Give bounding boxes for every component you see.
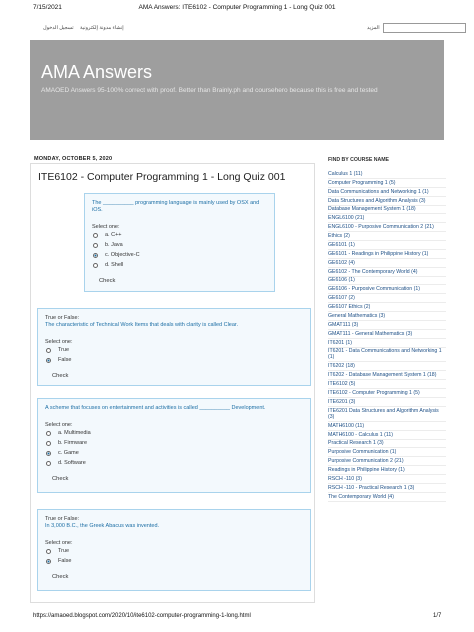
blogger-navbar bbox=[30, 22, 444, 36]
check-button[interactable]: Check bbox=[52, 574, 69, 580]
option-label: a. C++ bbox=[105, 232, 122, 238]
sidebar-item[interactable]: Practical Research 1 (3) bbox=[328, 440, 446, 449]
sidebar-item[interactable]: GE6106 - Purposive Communication (1) bbox=[328, 285, 446, 294]
radio-button-selected[interactable] bbox=[46, 451, 51, 456]
option-true[interactable] bbox=[46, 546, 303, 556]
print-date: 7/15/2021 bbox=[33, 4, 62, 11]
radio-button[interactable] bbox=[93, 263, 98, 268]
select-one-label: Select one: bbox=[45, 540, 73, 546]
select-one-label: Select one: bbox=[45, 422, 73, 428]
option-label: d. Shell bbox=[105, 262, 124, 268]
sidebar-item[interactable]: MATH6100 (11) bbox=[328, 422, 446, 431]
option-label: d. Software bbox=[58, 460, 86, 466]
sidebar-item[interactable]: GE6102 (4) bbox=[328, 259, 446, 268]
option-b[interactable] bbox=[46, 438, 303, 448]
option-label: b. Java bbox=[105, 242, 123, 248]
radio-button[interactable] bbox=[46, 549, 51, 554]
search-input[interactable] bbox=[383, 23, 466, 33]
question-text: A scheme that focuses on entertainment and activities is called __________ Development. bbox=[45, 405, 266, 411]
check-button[interactable]: Check bbox=[52, 476, 69, 482]
blog-header bbox=[30, 40, 444, 140]
navbar-links bbox=[38, 25, 124, 31]
question-text: In 3,000 B.C., the Greek Abacus was invented. bbox=[45, 523, 160, 529]
course-list bbox=[328, 170, 446, 502]
option-c[interactable] bbox=[46, 448, 303, 458]
option-a[interactable] bbox=[46, 428, 303, 438]
option-label: a. Multimedia bbox=[58, 430, 91, 436]
radio-button[interactable] bbox=[93, 243, 98, 248]
option-label: c. Game bbox=[58, 450, 79, 456]
sidebar-item[interactable]: GE6102 - The Contemporary World (4) bbox=[328, 268, 446, 277]
sidebar-item[interactable]: IT6202 (18) bbox=[328, 362, 446, 371]
sidebar-item[interactable]: IT6201 (1) bbox=[328, 339, 446, 348]
sidebar-item[interactable]: The Contemporary World (4) bbox=[328, 493, 446, 502]
sidebar-item[interactable]: Database Management System 1 (18) bbox=[328, 206, 446, 215]
option-label: False bbox=[58, 357, 72, 363]
create-blog-link[interactable]: إنشاء مدونة إلكترونية bbox=[80, 25, 124, 31]
sidebar-item[interactable]: GE6107 (2) bbox=[328, 294, 446, 303]
check-button[interactable]: Check bbox=[52, 373, 69, 379]
sidebar-item[interactable]: Computer Programming 1 (5) bbox=[328, 179, 446, 188]
option-label: c. Objective-C bbox=[105, 252, 140, 258]
option-d[interactable] bbox=[93, 260, 267, 270]
option-false[interactable] bbox=[46, 556, 303, 566]
sidebar-item[interactable]: GMAT111 (3) bbox=[328, 321, 446, 330]
sidebar-item[interactable]: ITE6102 (5) bbox=[328, 380, 446, 389]
sidebar-item[interactable]: ENGL6100 - Purposive Communication 2 (21) bbox=[328, 223, 446, 232]
question-4 bbox=[37, 509, 311, 591]
question-2 bbox=[37, 308, 311, 386]
sidebar-item[interactable]: Ethics (2) bbox=[328, 232, 446, 241]
check-button[interactable]: Check bbox=[99, 278, 116, 284]
sidebar-item[interactable]: ENGL6100 (21) bbox=[328, 214, 446, 223]
radio-button-selected[interactable] bbox=[93, 253, 98, 258]
option-c[interactable] bbox=[93, 250, 267, 260]
sidebar-item[interactable]: ITE6201 Data Structures and Algorithm Analysis (3) bbox=[328, 407, 446, 422]
option-label: False bbox=[58, 558, 72, 564]
sidebar-heading: FIND BY COURSE NAME bbox=[328, 157, 390, 163]
sidebar-item[interactable]: Readings in Philippine History (1) bbox=[328, 466, 446, 475]
sidebar-item[interactable]: Purposive Communication (1) bbox=[328, 448, 446, 457]
radio-button[interactable] bbox=[46, 461, 51, 466]
sidebar-item[interactable]: GE6101 - Readings in Philippine History (1) bbox=[328, 250, 446, 259]
option-label: True bbox=[58, 347, 70, 353]
option-a[interactable] bbox=[93, 230, 267, 240]
sidebar-item[interactable]: ITE6102 - Computer Programming 1 (5) bbox=[328, 389, 446, 398]
more-link[interactable]: المزيد bbox=[367, 25, 380, 31]
option-label: b. Firmware bbox=[58, 440, 88, 446]
sidebar-item[interactable]: MATH6100 - Calculus 1 (11) bbox=[328, 431, 446, 440]
option-d[interactable] bbox=[46, 458, 303, 468]
sidebar-item[interactable]: GMAT111 - General Mathematics (3) bbox=[328, 330, 446, 339]
option-label: True bbox=[58, 548, 70, 554]
select-one-label: Select one: bbox=[92, 224, 120, 230]
sidebar-item[interactable]: GE6101 (1) bbox=[328, 241, 446, 250]
print-title: AMA Answers: ITE6102 - Computer Programming 1 - Long Quiz 001 bbox=[138, 4, 336, 11]
sidebar-item[interactable]: IT6201 - Data Communications and Networking 1 (1) bbox=[328, 348, 446, 363]
option-true[interactable] bbox=[46, 345, 303, 355]
sidebar-item[interactable]: GE6107 Ethics (2) bbox=[328, 303, 446, 312]
question-text: The __________ programming language is mainly used by OSX and iOS. bbox=[92, 200, 260, 213]
true-false-label: True or False: bbox=[45, 315, 80, 321]
radio-button[interactable] bbox=[93, 233, 98, 238]
sidebar-item[interactable]: Data Structures and Algorithm Analysis (3) bbox=[328, 197, 446, 206]
sidebar-item[interactable]: Purposive Communication 2 (21) bbox=[328, 457, 446, 466]
question-text: The characteristic of Technical Work Items that deals with clarity is called Clear. bbox=[45, 322, 238, 328]
question-3 bbox=[37, 398, 311, 493]
sidebar-item[interactable]: IT6202 - Database Management System 1 (18) bbox=[328, 371, 446, 380]
sidebar-item[interactable]: RSCH -110 - Practical Research 1 (3) bbox=[328, 484, 446, 493]
sidebar-item[interactable]: RSCH -110 (3) bbox=[328, 475, 446, 484]
post-date-header: MONDAY, OCTOBER 5, 2020 bbox=[34, 156, 113, 162]
sidebar-item[interactable]: General Mathematics (3) bbox=[328, 312, 446, 321]
radio-button-selected[interactable] bbox=[46, 358, 51, 363]
question-1 bbox=[84, 193, 275, 292]
course-sidebar bbox=[328, 157, 446, 502]
radio-button[interactable] bbox=[46, 441, 51, 446]
radio-button-selected[interactable] bbox=[46, 559, 51, 564]
sign-in-link[interactable]: تسجيل الدخول bbox=[43, 25, 74, 31]
radio-button[interactable] bbox=[46, 348, 51, 353]
sidebar-item[interactable]: Data Communications and Networking 1 (1) bbox=[328, 188, 446, 197]
page-number: 1/7 bbox=[433, 613, 442, 619]
option-b[interactable] bbox=[93, 240, 267, 250]
site-title[interactable]: AMA Answers bbox=[41, 62, 153, 82]
post-title[interactable]: ITE6102 - Computer Programming 1 - Long Quiz 001 bbox=[38, 171, 286, 183]
sidebar-item[interactable]: GE6106 (1) bbox=[328, 277, 446, 286]
print-header bbox=[0, 0, 474, 14]
select-one-label: Select one: bbox=[45, 339, 73, 345]
sidebar-item[interactable]: ITE6201 (3) bbox=[328, 398, 446, 407]
radio-button[interactable] bbox=[46, 431, 51, 436]
site-description: AMAOED Answers 95-100% correct with proof. Better than Brainly.ph and coursehero because this is free and tested bbox=[41, 87, 378, 94]
option-false[interactable] bbox=[46, 355, 303, 365]
print-footer bbox=[0, 611, 474, 623]
page-url: https://amaoed.blogspot.com/2020/10/ite6102-computer-programming-1-long.html bbox=[33, 613, 251, 619]
true-false-label: True or False: bbox=[45, 516, 80, 522]
sidebar-item[interactable]: Calculus 1 (11) bbox=[328, 170, 446, 179]
